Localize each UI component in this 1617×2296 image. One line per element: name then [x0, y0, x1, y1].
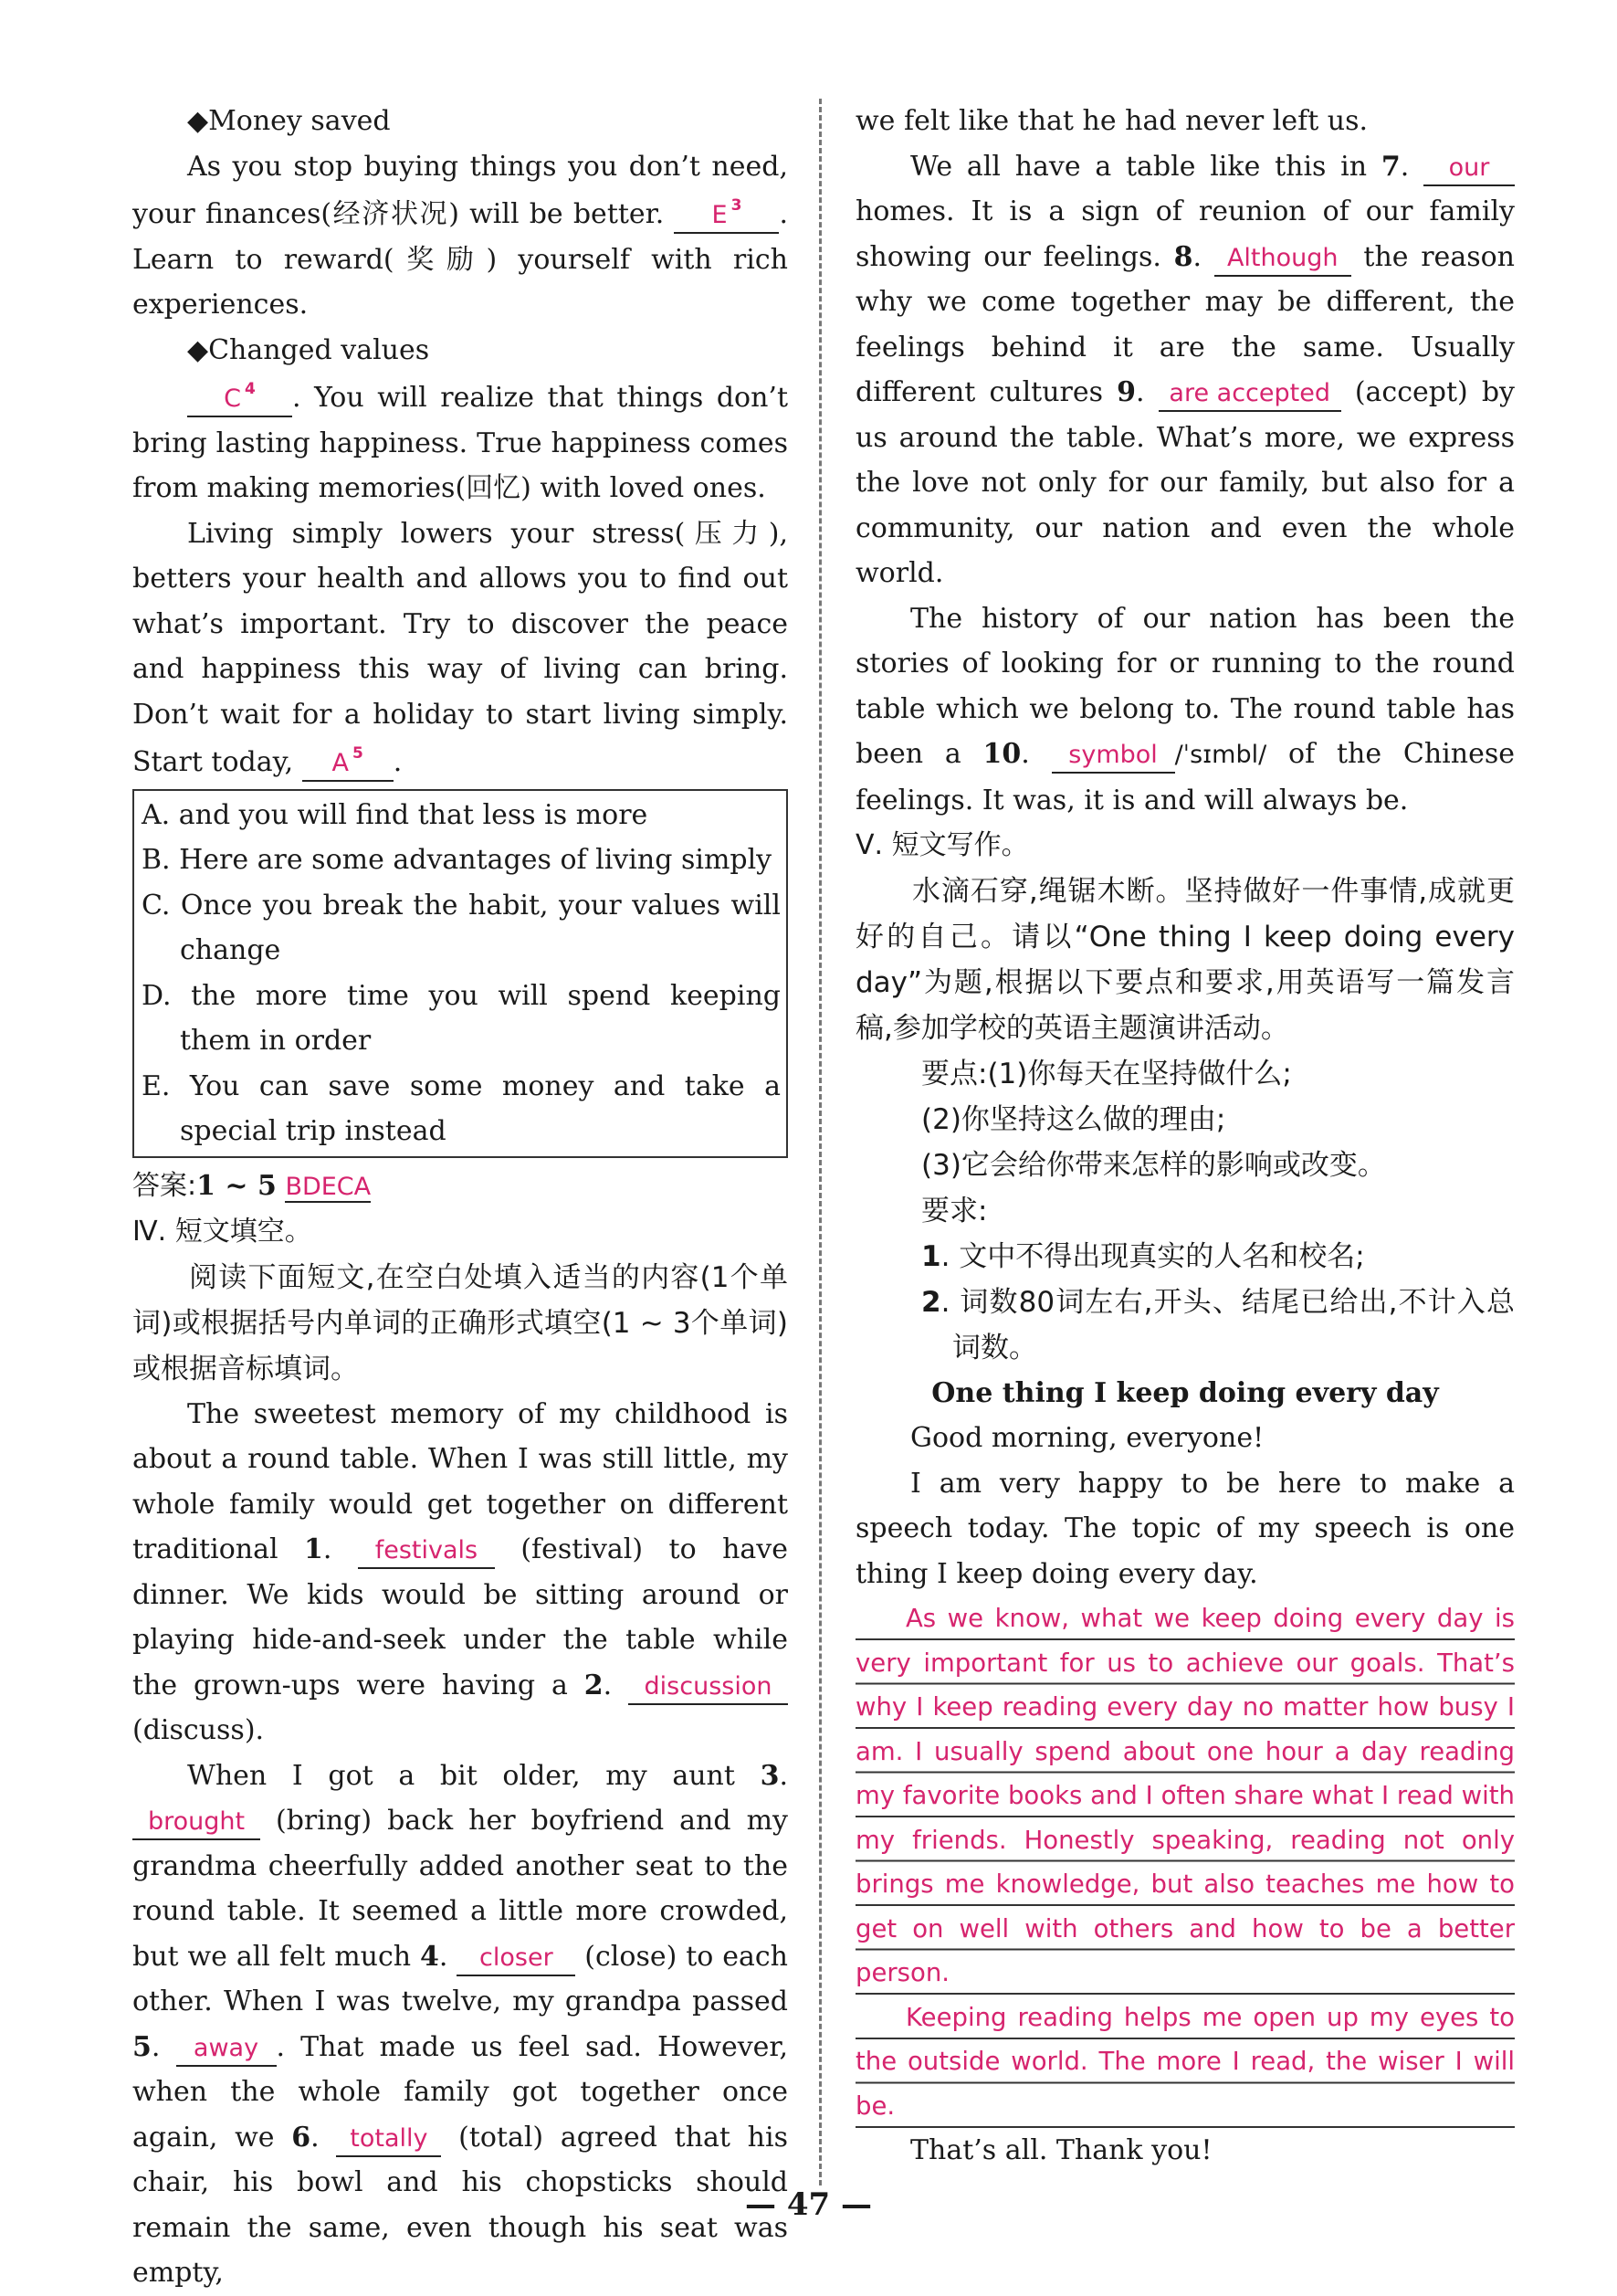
blank-5: [302, 737, 394, 782]
section-4-instructions: 阅读下面短文,在空白处填入适当的内容(1个单词)或根据括号内单词的正确形式填空(1 ~ 3个单词)或根据音标填词。: [132, 1260, 788, 1385]
answer: C: [224, 384, 241, 413]
option-e: E. You can save some money and take a special trip instead: [142, 1069, 781, 1147]
requirement-2: [856, 1280, 1515, 1371]
passage-paragraph-2: When I got a bit older, my aunt 3. brought (bring) back her boyfriend and my grandma cheerfully added another seat to the round table. It seemed a little more crowded, but we all felt much 4. closer (close) to each other. When I was twelve, my grandpa passed 5. away . That made us feel sad. However, when the whole family got together once again, we 6. totally (total) agreed that his chair, his bowl and his chopsticks should remain the same, even though his seat was empty,: [132, 1759, 789, 2289]
paragraph-living-simply: [132, 511, 788, 785]
text: homes. It is a sign of reunion of our family showing our feelings.: [856, 195, 1515, 273]
answer: A: [331, 749, 349, 777]
blank-number: 9: [1117, 376, 1137, 408]
text: The sweetest memory of my childhood is about a round table. When I was still little, my whole family would get together on different traditional: [132, 1397, 788, 1565]
page-number: — 47 —: [745, 2186, 872, 2223]
blank-number: 6: [291, 2121, 311, 2154]
blank-number: 7: [1381, 150, 1401, 183]
blank-9: are accepted: [1159, 377, 1341, 412]
blank-number: 5: [132, 2030, 152, 2063]
text: (close) to each other. When I was twelve, my grandpa passed: [132, 1940, 789, 2017]
answer-label: 答案:: [132, 1169, 197, 1202]
answer-value: BDECA: [285, 1172, 372, 1201]
blank-number: 4: [420, 1940, 439, 1973]
text: . 词数80词左右,开头、结尾已给出,不计入总词数。: [940, 1285, 1515, 1364]
heading-money-saved: ◆Money saved: [187, 105, 391, 137]
blank-4b: closer: [457, 1942, 575, 1976]
blank-number: 5: [352, 744, 363, 763]
left-column: [132, 99, 788, 2296]
blank-7: our: [1423, 152, 1515, 186]
heading-changed-values: ◆Changed values: [187, 333, 430, 366]
option-b: B. Here are some advantages of living simply: [142, 844, 772, 876]
answer: E: [711, 201, 728, 229]
text: .: [393, 746, 403, 778]
text: (bring) back her boyfriend and my grandma cheerfully added another seat to the round table. It seemed a little more crowded, but we all felt much: [132, 1805, 788, 1973]
blank-2: discussion: [628, 1670, 788, 1705]
text: As you stop buying things you don’t need, your finances(经济状况) will be better.: [132, 150, 788, 230]
blank-number: 8: [1173, 240, 1193, 273]
text: . 文中不得出现真实的人名和校名;: [940, 1239, 1365, 1273]
passage-paragraph-3: We all have a table like this in 7. our homes. It is a sign of reunion of our family showing our feelings. 8. Although the reason why we come together may be different, the feelings behind it are the same. Usually different cultures 9. are accepted (accept) by us around the table. What’s more, we express the love not only for our family, but also for a community, our nation and even the whole world.: [856, 150, 1516, 589]
blank-8: Although: [1214, 242, 1351, 277]
number: 1: [921, 1239, 941, 1273]
right-column: [856, 99, 1515, 2174]
text: of the Chinese feelings. It was, it is and will always be.: [856, 738, 1515, 816]
section-4-title: Ⅳ. 短文填空。: [132, 1216, 312, 1248]
text: the reason why we come together may be different, the feelings behind it are the same. Usually different cultures: [856, 240, 1515, 408]
text: When I got a bit older, my aunt: [187, 1759, 735, 1792]
text: (accept) by us around the table. What’s more, we express the love not only for our family, but also for a community, our nation and even the whole world.: [856, 376, 1516, 589]
blank-number: 3: [760, 1759, 780, 1792]
text: Living simply lowers your stress(压力), betters your health and allows you to find out what’s important. Try to discover the peace and happiness this way of living can bring. Don’t wait for a holiday to start living simply. Start today,: [132, 517, 788, 778]
blank-number: 1: [304, 1533, 323, 1565]
blank-5b: away: [176, 2032, 277, 2067]
passage-paragraph-4: The history of our nation has been the stories of looking for or running to the round table which we belong to. The round table has been a 10. symbol /ˈsɪmbl/ of the Chinese feelings. It was, it is and will always be.: [856, 602, 1515, 816]
essay-body-2: Keeping reading helps me open up my eyes to the outside world. The more I read, the wiser I will be.: [856, 1996, 1515, 2129]
essay-greeting: Good morning, everyone!: [910, 1422, 1265, 1454]
options-box: [132, 789, 788, 1158]
blank-number: 10: [982, 738, 1022, 770]
points-2: (2)你坚持这么做的理由;: [921, 1102, 1226, 1136]
blank-6: totally: [336, 2122, 441, 2157]
text: We all have a table like this in: [910, 150, 1368, 183]
passage-continued: we felt like that he had never left us.: [856, 105, 1369, 137]
answer-range: 1 ~ 5: [196, 1169, 277, 1202]
blank-4: [187, 373, 292, 417]
text: (total) agreed that his chair, his bowl and his chopsticks should remain the same, even though his seat was empty,: [132, 2121, 788, 2289]
blank-number: 3: [730, 196, 742, 215]
section-5-instructions: 水滴石穿,绳锯木断。坚持做好一件事情,成就更好的自己。请以“One thing I keep doing every day”为题,根据以下要点和要求,用英语写一篇发言稿,参加学校的英语主题演讲活动。: [856, 874, 1515, 1045]
text: . That made us feel sad. However, when the whole family got together once again, we: [132, 2030, 788, 2154]
text: . Learn to reward(奖励) yourself with rich experiences.: [132, 198, 788, 321]
essay-closing: That’s all. Thank you!: [910, 2134, 1213, 2166]
answer-line: [132, 1164, 788, 1210]
option-a: A. and you will find that less is more: [142, 798, 648, 831]
points-1: 要点:(1)你每天在坚持做什么;: [921, 1057, 1292, 1090]
phonetic: /ˈsɪmbl/: [1174, 741, 1267, 769]
section-5-title: Ⅴ. 短文写作。: [856, 829, 1029, 861]
blank-number: 2: [583, 1669, 604, 1701]
text: (festival) to have dinner. We kids would be sitting around or playing hide-and-seek under the table while the grown-ups were having a: [132, 1533, 788, 1701]
blank-3b: brought: [132, 1806, 260, 1840]
blank-3: [674, 189, 779, 234]
number: 2: [921, 1285, 941, 1319]
essay-intro: I am very happy to be here to make a speech today. The topic of my speech is one thing I keep doing every day.: [856, 1467, 1515, 1590]
option-c: C. Once you break the habit, your values will change: [142, 889, 781, 966]
blank-number: 4: [245, 380, 256, 398]
paragraph-values: [132, 373, 788, 511]
essay-title: One thing I keep doing every day: [931, 1376, 1439, 1409]
essay-body-1: As we know, what we keep doing every day is very important for us to achieve our goals. That’s why I keep reading every day no matter how busy I am. I usually spend about one hour a day reading my favorite books and I often share what I read with my friends. Honestly speaking, reading not only brings me knowledge, but also teaches me how to get on well with others and how to be a better person.: [856, 1596, 1515, 1996]
paragraph-money: [132, 144, 788, 328]
requirements-label: 要求:: [921, 1194, 988, 1227]
text: The history of our nation has been the stories of looking for or running to the round table which we belong to. The round table has been a: [856, 602, 1515, 770]
requirement-1: [856, 1234, 1515, 1280]
passage-paragraph-1: The sweetest memory of my childhood is about a round table. When I was still little, my whole family would get together on different traditional 1. festivals (festival) to have dinner. We kids would be sitting around or playing hide-and-seek under the table while the grown-ups were having a 2. discussion (discuss).: [132, 1397, 788, 1746]
text: . You will realize that things don’t bring lasting happiness. True happiness comes from making memories(回忆) with loved ones.: [132, 382, 788, 504]
blank-1: festivals: [358, 1534, 495, 1569]
option-d: D. the more time you will spend keeping them in order: [142, 979, 781, 1057]
blank-10: symbol: [1052, 739, 1175, 774]
column-divider: [819, 99, 822, 2185]
points-3: (3)它会给你带来怎样的影响或改变。: [921, 1148, 1386, 1182]
text: (discuss).: [132, 1714, 265, 1746]
